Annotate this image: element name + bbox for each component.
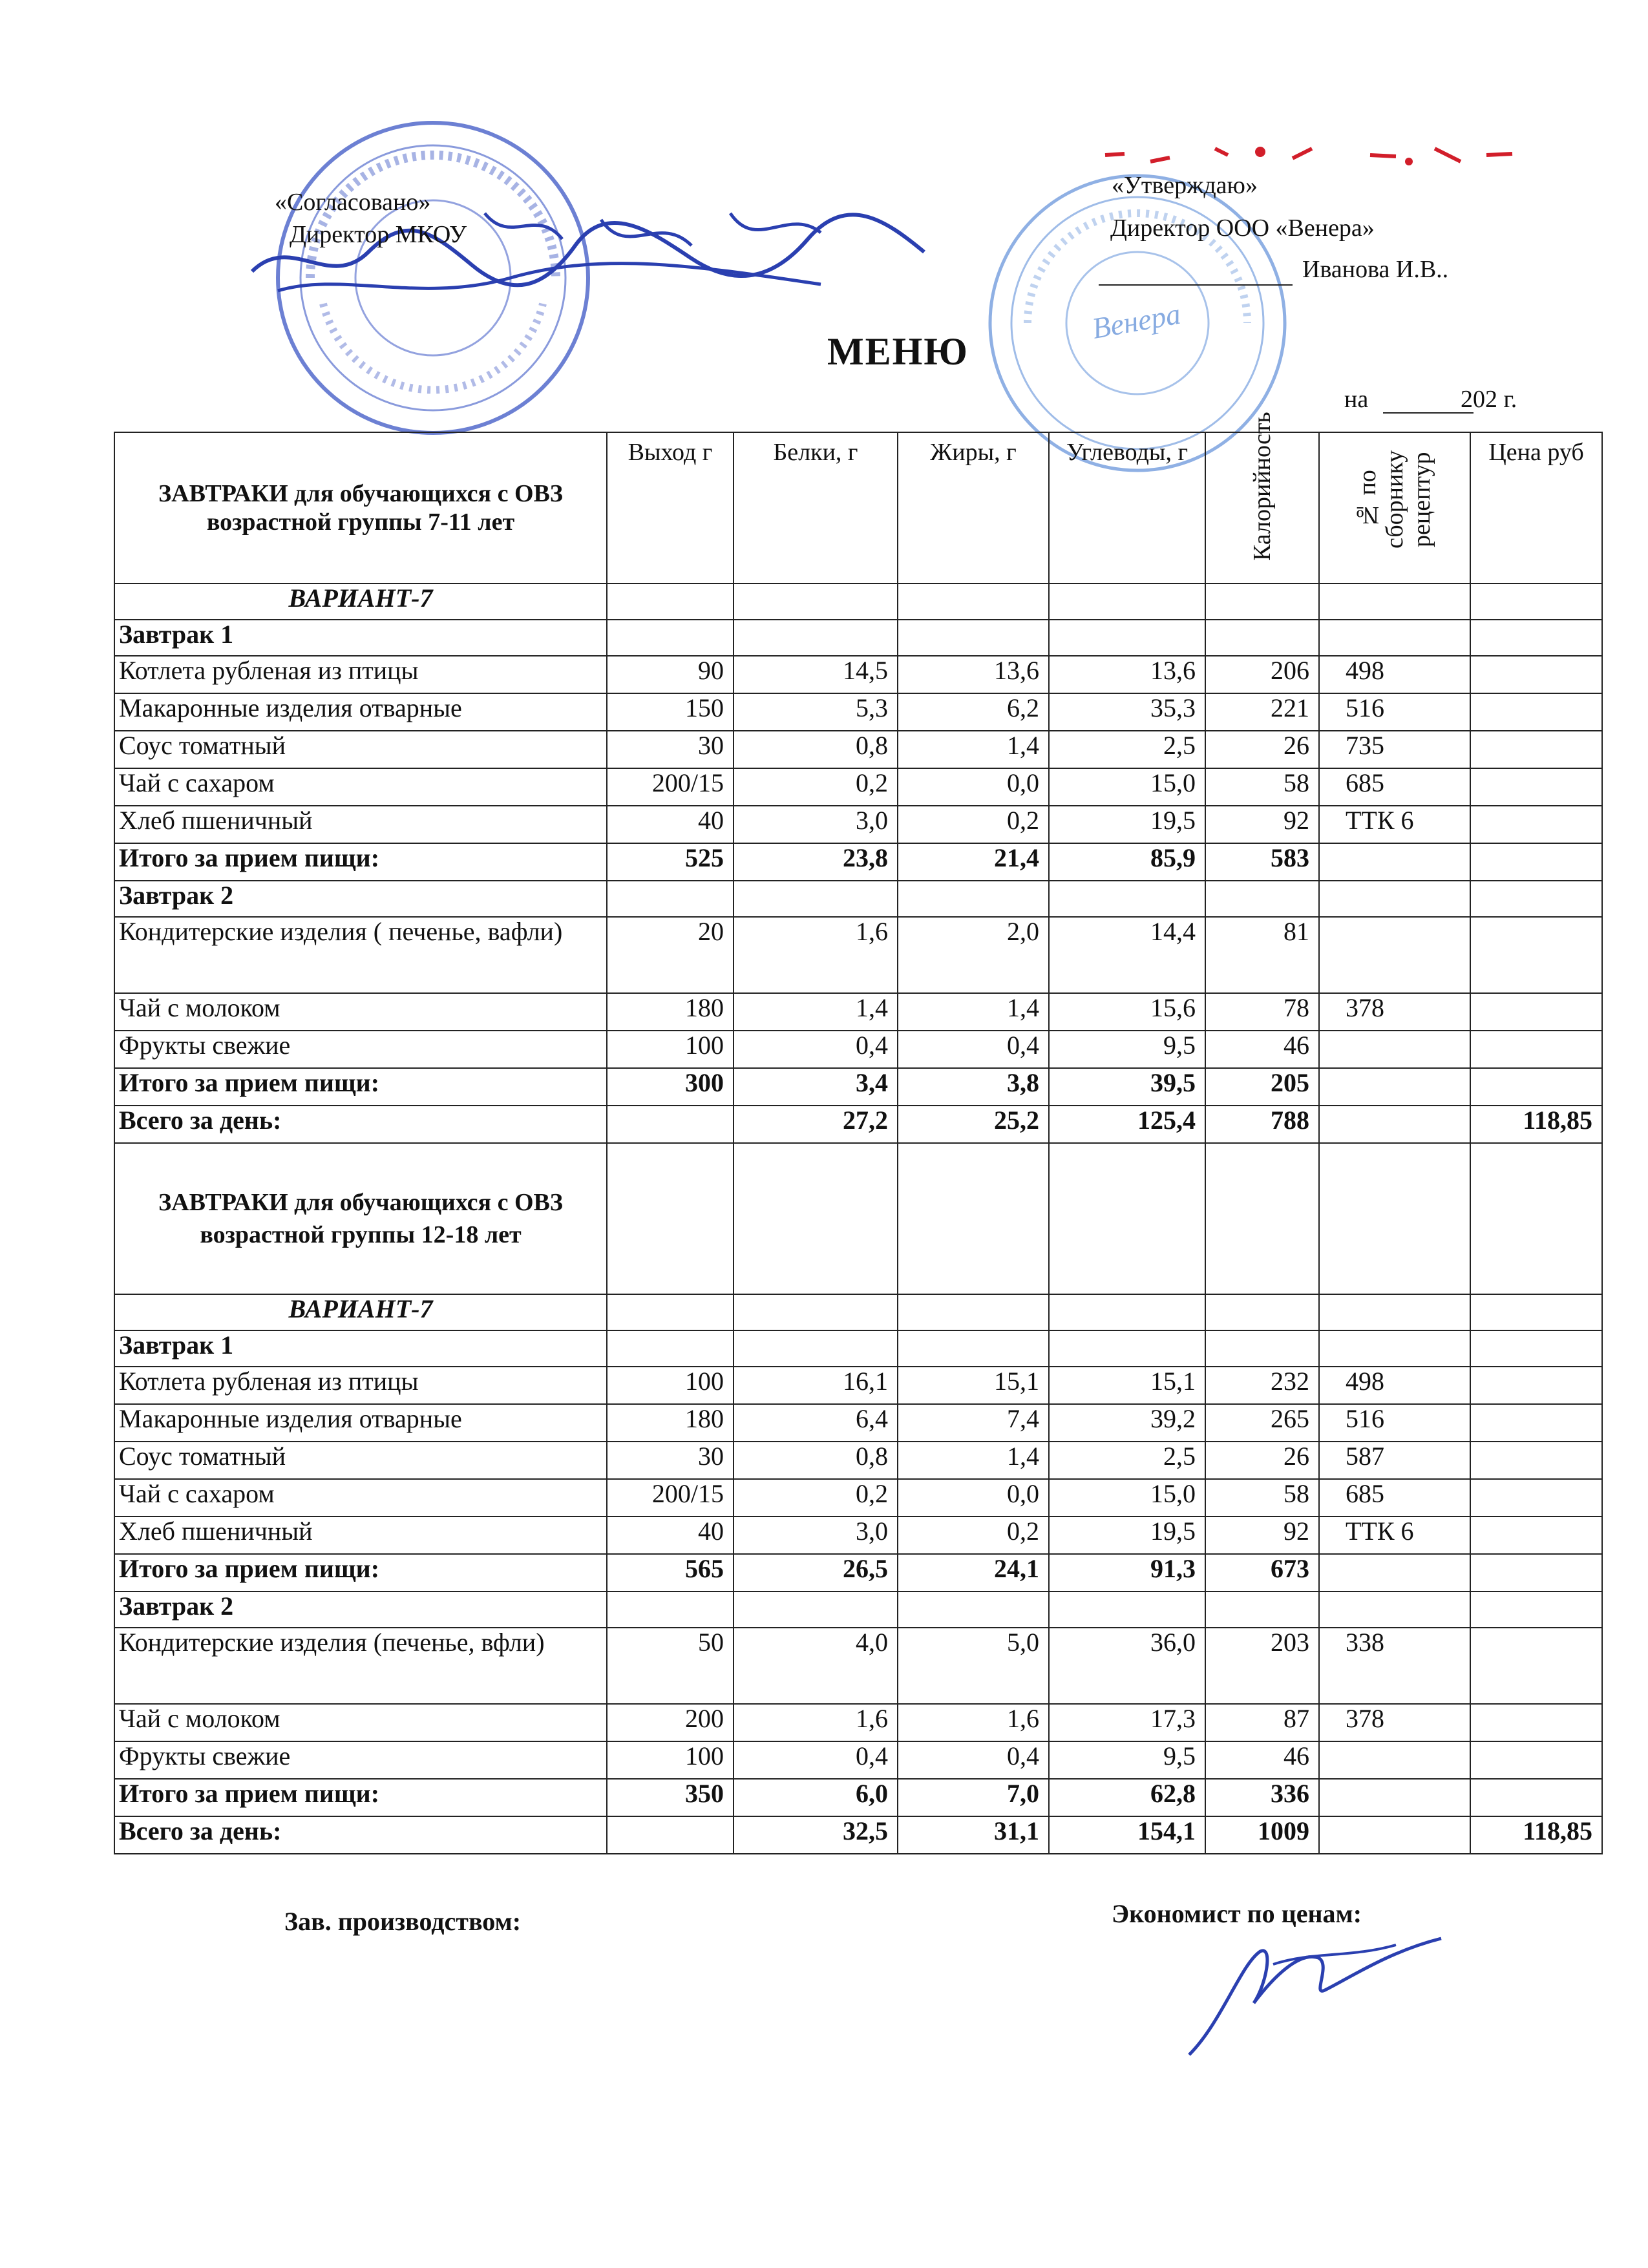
total-calories: 673: [1205, 1554, 1319, 1591]
footer-left: Зав. производством:: [284, 1907, 522, 1936]
approval-right-line2: Директор ООО «Венера»: [1110, 215, 1375, 242]
signature-line: [1099, 258, 1293, 286]
dish-price: [1470, 1404, 1602, 1442]
section1-title: ЗАВТРАКИ для обучающихся с ОВЗ возрастной группы 7-11 лет: [114, 432, 607, 583]
dish-output: 200/15: [607, 768, 734, 806]
dish-recipe: [1319, 917, 1470, 993]
dish-output: 100: [607, 1367, 734, 1404]
total-row: [114, 843, 1602, 881]
day-total-label: Всего за день:: [114, 1816, 607, 1854]
day-total-label: Всего за день:: [114, 1106, 607, 1143]
dish-fat: 0,2: [898, 806, 1049, 843]
variant-label: ВАРИАНТ-7: [114, 1294, 607, 1330]
day-total-calories: 1009: [1205, 1816, 1319, 1854]
dish-fat: 7,4: [898, 1404, 1049, 1442]
section1-body: [114, 583, 1602, 1143]
empty-cell: [734, 1591, 898, 1628]
empty-cell: [1319, 583, 1470, 620]
dish-protein: 4,0: [734, 1628, 898, 1704]
total-carbs: 62,8: [1049, 1779, 1205, 1816]
table-row: [114, 1741, 1602, 1779]
total-output: 300: [607, 1068, 734, 1106]
total-calories: 583: [1205, 843, 1319, 881]
empty-cell: [1470, 583, 1602, 620]
total-protein: 23,8: [734, 843, 898, 881]
section2-body: [114, 1294, 1602, 1854]
dish-carbs: 15,0: [1049, 768, 1205, 806]
dish-carbs: 19,5: [1049, 1517, 1205, 1554]
table-row: [114, 806, 1602, 843]
dish-carbs: 2,5: [1049, 1442, 1205, 1479]
empty-cell: [1319, 1591, 1470, 1628]
empty-cell: [1049, 620, 1205, 656]
dish-carbs: 15,0: [1049, 1479, 1205, 1517]
dish-fat: 0,4: [898, 1741, 1049, 1779]
dish-calories: 58: [1205, 1479, 1319, 1517]
col-carbs: Углеводы, г: [1049, 432, 1205, 583]
section2-title: ЗАВТРАКИ для обучающихся с ОВЗ возрастной группы 12-18 лет: [114, 1143, 607, 1294]
empty-cell: [1049, 881, 1205, 917]
dish-calories: 92: [1205, 1517, 1319, 1554]
day-total-fat: 25,2: [898, 1106, 1049, 1143]
dish-name: Макаронные изделия отварные: [114, 693, 607, 731]
empty-cell: [898, 620, 1049, 656]
empty-cell: [1205, 620, 1319, 656]
dish-calories: 203: [1205, 1628, 1319, 1704]
empty-cell: [1205, 1294, 1319, 1330]
approval-left-line2: Директор МКОУ: [290, 221, 467, 248]
empty-cell: [898, 1591, 1049, 1628]
dish-output: 50: [607, 1628, 734, 1704]
dish-recipe: ТТК 6: [1319, 1517, 1470, 1554]
dish-output: 30: [607, 731, 734, 768]
total-fat: 7,0: [898, 1779, 1049, 1816]
dish-recipe: 516: [1319, 1404, 1470, 1442]
dish-name: Фрукты свежие: [114, 1031, 607, 1068]
dish-price: [1470, 1031, 1602, 1068]
empty-cell: [898, 1330, 1049, 1367]
dish-price: [1470, 1741, 1602, 1779]
empty-cell: [1205, 583, 1319, 620]
total-row: [114, 1068, 1602, 1106]
dish-name: Чай с сахаром: [114, 1479, 607, 1517]
dish-fat: 13,6: [898, 656, 1049, 693]
dish-price: [1470, 917, 1602, 993]
variant-label: ВАРИАНТ-7: [114, 583, 607, 620]
dish-calories: 92: [1205, 806, 1319, 843]
empty-cell: [1049, 1591, 1205, 1628]
dish-name: Макаронные изделия отварные: [114, 1404, 607, 1442]
total-label: Итого за прием пищи:: [114, 843, 607, 881]
col-calories: [1205, 412, 1319, 583]
dish-output: 100: [607, 1031, 734, 1068]
total-fat: 24,1: [898, 1554, 1049, 1591]
dish-price: [1470, 656, 1602, 693]
dish-recipe: 516: [1319, 693, 1470, 731]
meal-row: [114, 1330, 1602, 1367]
empty-cell: [1470, 1554, 1602, 1591]
dish-name: Соус томатный: [114, 1442, 607, 1479]
col-fat: Жиры, г: [898, 432, 1049, 583]
empty-cell: [1049, 1143, 1205, 1294]
empty-cell: [607, 1330, 734, 1367]
table-row: [114, 1517, 1602, 1554]
table-row: [114, 1031, 1602, 1068]
empty-cell: [607, 1106, 734, 1143]
empty-cell: [1470, 1330, 1602, 1367]
empty-cell: [1319, 1143, 1470, 1294]
dish-output: 40: [607, 806, 734, 843]
dish-protein: 14,5: [734, 656, 898, 693]
approval-right-line1: «Утверждаю»: [1112, 172, 1258, 199]
dish-protein: 6,4: [734, 1404, 898, 1442]
dish-carbs: 17,3: [1049, 1704, 1205, 1741]
dish-name: Хлеб пшеничный: [114, 1517, 607, 1554]
dish-recipe: 685: [1319, 1479, 1470, 1517]
dish-carbs: 35,3: [1049, 693, 1205, 731]
empty-cell: [898, 881, 1049, 917]
dish-protein: 0,4: [734, 1741, 898, 1779]
col-output: Выход г: [607, 432, 734, 583]
variant-row: [114, 1294, 1602, 1330]
total-fat: 21,4: [898, 843, 1049, 881]
dish-recipe: 498: [1319, 1367, 1470, 1404]
dish-price: [1470, 731, 1602, 768]
dish-price: [1470, 693, 1602, 731]
right-signature: [1183, 1926, 1454, 2068]
empty-cell: [1470, 1068, 1602, 1106]
date-suffix: 202 г.: [1461, 386, 1517, 413]
empty-cell: [1049, 1330, 1205, 1367]
dish-name: Чай с сахаром: [114, 768, 607, 806]
dish-fat: 0,0: [898, 768, 1049, 806]
approval-right-line3: Иванова И.В..: [1302, 256, 1449, 283]
meal-label: Завтрак 2: [114, 881, 607, 917]
dish-recipe: 735: [1319, 731, 1470, 768]
empty-cell: [1049, 583, 1205, 620]
dish-name: Кондитерские изделия ( печенье, вафли): [114, 917, 607, 993]
meal-label: Завтрак 1: [114, 620, 607, 656]
dish-output: 200: [607, 1704, 734, 1741]
empty-cell: [1319, 620, 1470, 656]
dish-price: [1470, 1517, 1602, 1554]
dish-price: [1470, 1479, 1602, 1517]
total-calories: 336: [1205, 1779, 1319, 1816]
dish-carbs: 9,5: [1049, 1741, 1205, 1779]
dish-fat: 0,2: [898, 1517, 1049, 1554]
dish-protein: 3,0: [734, 1517, 898, 1554]
table-row: [114, 656, 1602, 693]
dish-price: [1470, 993, 1602, 1031]
total-protein: 26,5: [734, 1554, 898, 1591]
dish-recipe: 685: [1319, 768, 1470, 806]
empty-cell: [1470, 843, 1602, 881]
total-calories: 205: [1205, 1068, 1319, 1106]
dish-calories: 232: [1205, 1367, 1319, 1404]
empty-cell: [898, 583, 1049, 620]
dish-fat: 6,2: [898, 693, 1049, 731]
dish-calories: 78: [1205, 993, 1319, 1031]
dish-fat: 0,0: [898, 1479, 1049, 1517]
day-total-calories: 788: [1205, 1106, 1319, 1143]
dish-recipe: 338: [1319, 1628, 1470, 1704]
total-label: Итого за прием пищи:: [114, 1554, 607, 1591]
date-line: [1383, 388, 1474, 414]
total-row: [114, 1554, 1602, 1591]
total-output: 350: [607, 1779, 734, 1816]
dish-output: 180: [607, 1404, 734, 1442]
day-total-price: 118,85: [1470, 1106, 1602, 1143]
dish-name: Чай с молоком: [114, 993, 607, 1031]
day-total-row: [114, 1106, 1602, 1143]
day-total-carbs: 125,4: [1049, 1106, 1205, 1143]
day-total-carbs: 154,1: [1049, 1816, 1205, 1854]
empty-cell: [607, 1816, 734, 1854]
dish-price: [1470, 1367, 1602, 1404]
empty-cell: [734, 583, 898, 620]
dish-calories: 206: [1205, 656, 1319, 693]
meal-label: Завтрак 1: [114, 1330, 607, 1367]
dish-carbs: 14,4: [1049, 917, 1205, 993]
dish-output: 100: [607, 1741, 734, 1779]
col-recipe-label: № по сборнику рецептур: [1354, 450, 1435, 549]
empty-cell: [1205, 1591, 1319, 1628]
empty-cell: [1470, 620, 1602, 656]
dish-price: [1470, 1704, 1602, 1741]
dish-name: Котлета рубленая из птицы: [114, 1367, 607, 1404]
dish-carbs: 19,5: [1049, 806, 1205, 843]
dish-fat: 1,6: [898, 1704, 1049, 1741]
total-carbs: 91,3: [1049, 1554, 1205, 1591]
dish-calories: 46: [1205, 1031, 1319, 1068]
dish-protein: 1,4: [734, 993, 898, 1031]
dish-output: 20: [607, 917, 734, 993]
dish-price: [1470, 1442, 1602, 1479]
dish-carbs: 36,0: [1049, 1628, 1205, 1704]
dish-calories: 26: [1205, 1442, 1319, 1479]
empty-cell: [734, 1330, 898, 1367]
dish-price: [1470, 806, 1602, 843]
empty-cell: [1319, 1068, 1470, 1106]
col-recipe: [1319, 432, 1470, 583]
empty-cell: [1470, 1779, 1602, 1816]
day-total-fat: 31,1: [898, 1816, 1049, 1854]
dish-fat: 2,0: [898, 917, 1049, 993]
day-total-price: 118,85: [1470, 1816, 1602, 1854]
table-row: [114, 693, 1602, 731]
dish-protein: 1,6: [734, 917, 898, 993]
empty-cell: [1470, 881, 1602, 917]
empty-cell: [734, 1294, 898, 1330]
meal-label: Завтрак 2: [114, 1591, 607, 1628]
table-row: [114, 1628, 1602, 1704]
dish-calories: 46: [1205, 1741, 1319, 1779]
total-protein: 3,4: [734, 1068, 898, 1106]
dish-name: Чай с молоком: [114, 1704, 607, 1741]
dish-fat: 1,4: [898, 731, 1049, 768]
empty-cell: [734, 620, 898, 656]
dish-carbs: 15,1: [1049, 1367, 1205, 1404]
empty-cell: [1205, 1330, 1319, 1367]
table-row: [114, 993, 1602, 1031]
empty-cell: [1319, 1330, 1470, 1367]
empty-cell: [1319, 1106, 1470, 1143]
table-row: [114, 731, 1602, 768]
empty-cell: [1319, 881, 1470, 917]
meal-row: [114, 1591, 1602, 1628]
dish-output: 40: [607, 1517, 734, 1554]
table-row: [114, 768, 1602, 806]
dish-protein: 1,6: [734, 1704, 898, 1741]
table-row: [114, 1404, 1602, 1442]
col-price: Цена руб: [1470, 432, 1602, 583]
dish-protein: 0,2: [734, 1479, 898, 1517]
variant-row: [114, 583, 1602, 620]
empty-cell: [1470, 1591, 1602, 1628]
empty-cell: [734, 881, 898, 917]
dish-carbs: 9,5: [1049, 1031, 1205, 1068]
empty-cell: [1049, 1294, 1205, 1330]
dish-output: 180: [607, 993, 734, 1031]
empty-cell: [1319, 1294, 1470, 1330]
dish-protein: 0,4: [734, 1031, 898, 1068]
dish-name: Котлета рубленая из птицы: [114, 656, 607, 693]
total-protein: 6,0: [734, 1779, 898, 1816]
dish-recipe: 378: [1319, 1704, 1470, 1741]
dish-price: [1470, 768, 1602, 806]
dish-calories: 26: [1205, 731, 1319, 768]
empty-cell: [607, 1294, 734, 1330]
dish-fat: 5,0: [898, 1628, 1049, 1704]
day-total-protein: 27,2: [734, 1106, 898, 1143]
dish-output: 150: [607, 693, 734, 731]
empty-cell: [1319, 1554, 1470, 1591]
dish-recipe: 378: [1319, 993, 1470, 1031]
dish-carbs: 15,6: [1049, 993, 1205, 1031]
table-row: [114, 1704, 1602, 1741]
empty-cell: [898, 1143, 1049, 1294]
dish-fat: 1,4: [898, 993, 1049, 1031]
dish-carbs: 39,2: [1049, 1404, 1205, 1442]
total-label: Итого за прием пищи:: [114, 1779, 607, 1816]
empty-cell: [734, 1143, 898, 1294]
dish-output: 90: [607, 656, 734, 693]
day-total-row: [114, 1816, 1602, 1854]
dish-output: 30: [607, 1442, 734, 1479]
dish-name: Фрукты свежие: [114, 1741, 607, 1779]
dish-calories: 221: [1205, 693, 1319, 731]
total-carbs: 39,5: [1049, 1068, 1205, 1106]
meal-row: [114, 881, 1602, 917]
total-fat: 3,8: [898, 1068, 1049, 1106]
dish-name: Хлеб пшеничный: [114, 806, 607, 843]
dish-recipe: 587: [1319, 1442, 1470, 1479]
empty-cell: [1319, 1779, 1470, 1816]
page-title: МЕНЮ: [827, 330, 969, 373]
total-row: [114, 1779, 1602, 1816]
dish-recipe: [1319, 1031, 1470, 1068]
meal-row: [114, 620, 1602, 656]
dish-protein: 3,0: [734, 806, 898, 843]
empty-cell: [1205, 881, 1319, 917]
empty-cell: [1319, 843, 1470, 881]
empty-cell: [607, 1143, 734, 1294]
dish-calories: 81: [1205, 917, 1319, 993]
dish-protein: 16,1: [734, 1367, 898, 1404]
dish-name: Соус томатный: [114, 731, 607, 768]
dish-calories: 87: [1205, 1704, 1319, 1741]
menu-table: [114, 412, 1603, 1854]
empty-cell: [607, 583, 734, 620]
empty-cell: [898, 1294, 1049, 1330]
empty-cell: [607, 1591, 734, 1628]
date-prefix: на: [1344, 386, 1369, 413]
dish-calories: 265: [1205, 1404, 1319, 1442]
svg-text:Венера: Венера: [1090, 297, 1183, 345]
empty-cell: [607, 620, 734, 656]
total-output: 525: [607, 843, 734, 881]
table-row: [114, 1367, 1602, 1404]
total-carbs: 85,9: [1049, 843, 1205, 881]
dish-output: 200/15: [607, 1479, 734, 1517]
dish-carbs: 13,6: [1049, 656, 1205, 693]
empty-cell: [1470, 1143, 1602, 1294]
dish-protein: 0,8: [734, 1442, 898, 1479]
dish-recipe: 498: [1319, 656, 1470, 693]
dish-recipe: ТТК 6: [1319, 806, 1470, 843]
dish-calories: 58: [1205, 768, 1319, 806]
day-total-protein: 32,5: [734, 1816, 898, 1854]
empty-cell: [1205, 1143, 1319, 1294]
table-row: [114, 1479, 1602, 1517]
approval-left-line1: «Согласовано»: [275, 189, 431, 216]
dish-fat: 0,4: [898, 1031, 1049, 1068]
footer-right: Экономист по ценам:: [1112, 1899, 1362, 1928]
header-row: [114, 432, 1602, 583]
total-label: Итого за прием пищи:: [114, 1068, 607, 1106]
empty-cell: [607, 881, 734, 917]
empty-cell: [1319, 1816, 1470, 1854]
col-calories-label: Калорийность: [1249, 412, 1276, 561]
dish-carbs: 2,5: [1049, 731, 1205, 768]
dish-fat: 15,1: [898, 1367, 1049, 1404]
dish-name: Кондитерские изделия (печенье, вфли): [114, 1628, 607, 1704]
empty-cell: [1470, 1294, 1602, 1330]
col-protein: Белки, г: [734, 432, 898, 583]
dish-price: [1470, 1628, 1602, 1704]
section2-header-row: [114, 1143, 1602, 1294]
dish-recipe: [1319, 1741, 1470, 1779]
dish-protein: 5,3: [734, 693, 898, 731]
table-row: [114, 1442, 1602, 1479]
dish-fat: 1,4: [898, 1442, 1049, 1479]
total-output: 565: [607, 1554, 734, 1591]
dish-protein: 0,2: [734, 768, 898, 806]
dish-protein: 0,8: [734, 731, 898, 768]
table-row: [114, 917, 1602, 993]
